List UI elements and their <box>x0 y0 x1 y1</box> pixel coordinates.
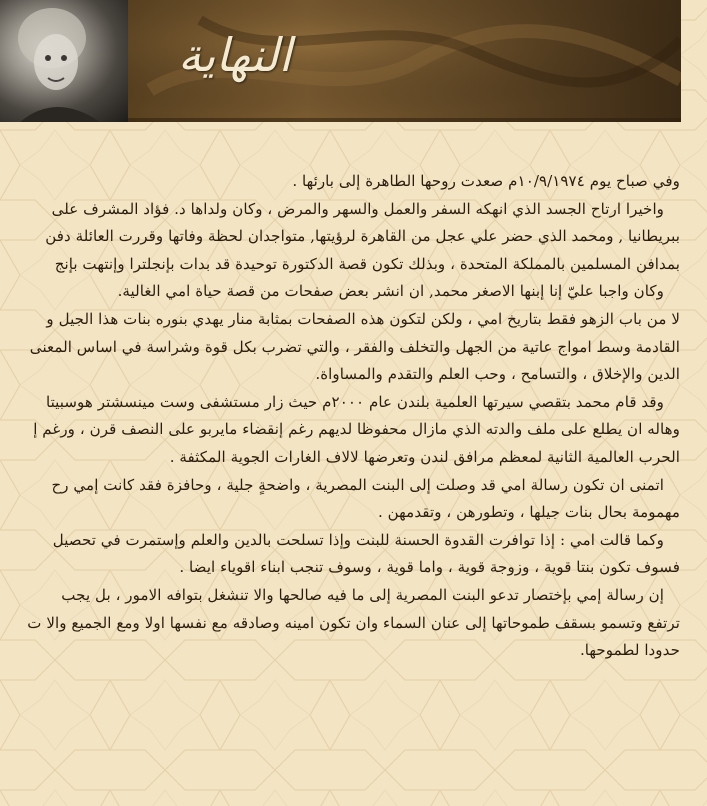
text-line: بمدافن المسلمين بالمملكة المتحدة ، وبذلك تكون قصة الدكتورة توحيدة قد بدات بإنجلترا وإنتهت بإنج <box>54 254 680 273</box>
text-line: ترتفع وتسمو بسقف طموحاتها إلى عنان السماء وان تكون امينه وصادقه مع نفسها اولا ومع الجميع والا ت <box>27 613 680 632</box>
text-line: القادمة وسط امواج عاتية من الجهل والتخلف والفقر ، والتي تضرب بكل قوة وشراسة في اساس المعنى <box>29 337 680 356</box>
text-line: وكان واجبا عليّ إنا إبنها الاصغر محمد, ان انشر بعض صفحات من قصة حياة امي الغالية. <box>117 282 664 301</box>
portrait-photo <box>0 0 128 122</box>
text-line: مهمومة بحال بنات جيلها ، وتطورهن ، وتقدمهن . <box>377 503 680 522</box>
text-line: فسوف تكون بنتا قوية ، وزوجة قوية ، واما قوية ، وسوف تنجب ابناء اقوياء ايضا . <box>179 558 680 577</box>
text-line: ببريطانيا , ومحمد الذي حضر علي عجل من القاهرة لرؤيتها, متواجدان لحظة وفاتها وقررت العائلة دفن <box>45 227 680 246</box>
article-body <box>0 168 680 665</box>
text-line: لا من باب الزهو فقط بتاريخ امي ، ولكن لتكون هذه الصفحات بمثابة منار يهدي بنوره بنات هذا الجيل و <box>46 309 680 328</box>
text-line: الحرب العالمية الثانية لمعظم مرافق لندن وتعرضها لالاف الغارات الجوية المكثفة . <box>169 447 680 466</box>
text-line: حدودا لطموحها. <box>579 641 680 660</box>
text-line: الدين والإخلاق ، والتسامح ، وحب العلم والتقدم والمساواة. <box>315 365 680 384</box>
text-line: وهاله ان يطلع على ملف والدته الذي مازال محفوظا لديهم رغم إنقضاء مايربو على النصف قرن ، ورغم إ <box>33 420 680 439</box>
text-line: واخيرا ارتاح الجسد الذي انهكه السفر والعمل والسهر والمرض ، وكان ولداها د. فؤاد المشرف على <box>51 199 664 218</box>
text-line: وفي صباح يوم ١٠/٩/١٩٧٤م صعدت روحها الطاهرة إلى بارئها . <box>292 172 680 190</box>
text-line: وكما قالت امي : إذا توافرت القدوة الحسنة للبنت وإذا تسلحت بالدين والعلم وإستمرت في تحصيل <box>52 530 664 549</box>
header-banner <box>0 0 681 122</box>
text-line: إن رسالة إمي بإختصار تدعو البنت المصرية إلى ما فيه صالحها والا تنشغل بتوافه الامور ، بل يجب <box>61 585 664 604</box>
text-line: اتمنى ان تكون رسالة امي قد وصلت إلى البنت المصرية ، واضحةٍ جلية ، وحافزة فقد كانت إمي رح <box>51 475 664 494</box>
page-title: النهاية <box>178 28 292 82</box>
text-line: وقد قام محمد بتقصي سيرتها العلمية بلندن عام ٢٠٠٠م حيث زار مستشفى وست مينسشتر هوسبيتا <box>45 392 664 411</box>
